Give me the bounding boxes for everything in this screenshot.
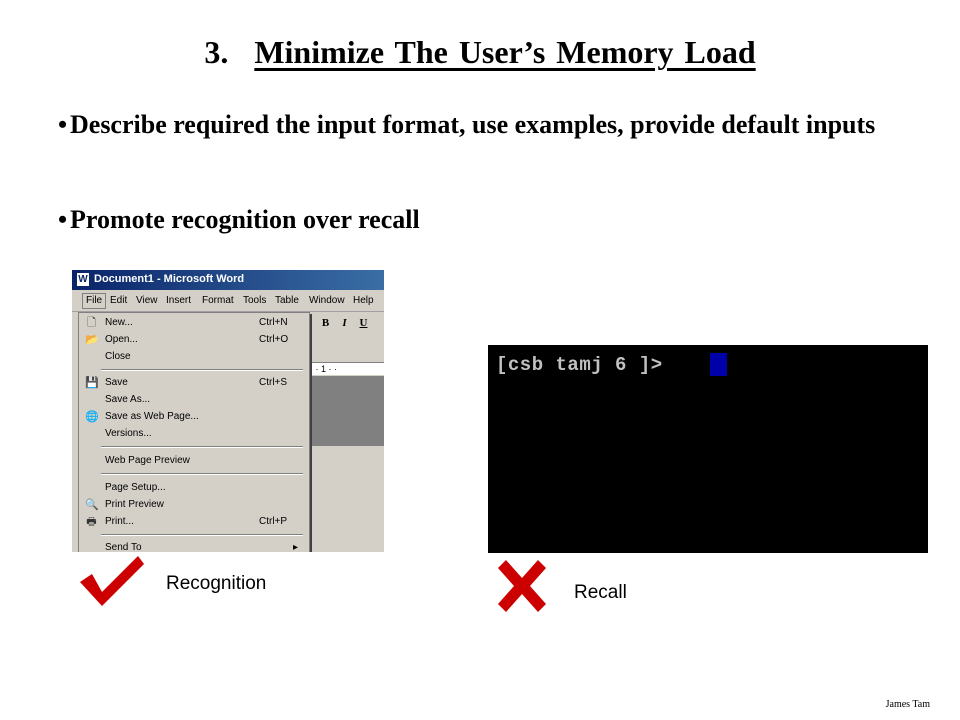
menu-item-label: Web Page Preview <box>105 455 190 466</box>
recognition-caption: Recognition <box>166 573 267 594</box>
title-number: 3. <box>204 34 229 70</box>
file-menu <box>78 312 310 552</box>
menu-tools[interactable]: Tools <box>243 295 267 306</box>
terminal-cursor <box>710 353 727 376</box>
new-document-icon: 🗋 <box>87 317 96 329</box>
word-window-title: Document1 - Microsoft Word <box>94 273 245 285</box>
menu-item-label: Print Preview <box>105 499 164 510</box>
bold-button[interactable]: B <box>321 317 330 329</box>
menu-separator <box>101 534 303 536</box>
bullet-dot: • <box>58 110 68 139</box>
menu-item-label: Save <box>105 377 128 388</box>
menu-item-shortcut: Ctrl+S <box>259 377 288 388</box>
bullet-text: Promote recognition over recall <box>70 205 420 234</box>
word-titlebar[interactable] <box>72 270 384 290</box>
menu-item-shortcut: Ctrl+P <box>259 516 288 527</box>
submenu-arrow-icon: ▸ <box>293 542 299 552</box>
menu-separator <box>101 369 303 371</box>
terminal-prompt: [csb tamj 6 ]> <box>496 354 675 376</box>
word-screenshot <box>72 270 384 552</box>
slide-title <box>0 34 960 71</box>
menu-item-new[interactable] <box>79 315 309 332</box>
word-menubar <box>72 291 384 312</box>
menu-item-save-as[interactable] <box>79 392 309 409</box>
menu-separator <box>101 446 303 448</box>
print-preview-icon: 🔍 <box>85 499 99 511</box>
word-document-area <box>310 312 384 400</box>
cross-icon <box>494 560 550 612</box>
ruler: · · 1 · · <box>310 362 384 375</box>
menu-item-label: Send To <box>105 542 142 552</box>
checkmark-icon <box>76 552 146 608</box>
menu-format[interactable]: Format <box>202 295 234 306</box>
document-page[interactable] <box>310 376 384 446</box>
bullet-input-format <box>58 105 898 144</box>
menu-item-label: Page Setup... <box>105 482 166 493</box>
menu-item-print[interactable] <box>79 514 309 531</box>
menu-item-shortcut: Ctrl+N <box>259 317 288 328</box>
bullet-recognition <box>58 200 898 239</box>
menu-item-versions[interactable] <box>79 426 309 443</box>
menu-insert[interactable]: Insert <box>166 295 192 306</box>
title-text: Minimize The User’s Memory Load <box>254 34 756 70</box>
menu-item-label: Open... <box>105 334 138 345</box>
word-app-icon: W <box>78 274 88 285</box>
menu-window[interactable]: Window <box>309 295 345 306</box>
menu-item-open[interactable] <box>79 332 309 349</box>
italic-button[interactable]: I <box>342 317 347 329</box>
menu-separator <box>101 473 303 475</box>
menu-edit[interactable]: Edit <box>110 295 128 306</box>
footer-author: James Tam <box>885 699 930 710</box>
menu-item-web-page-preview[interactable] <box>79 453 309 470</box>
web-page-icon: 🌐 <box>85 411 99 423</box>
bullet-text: Describe required the input format, use examples, provide default inputs <box>70 110 876 139</box>
menu-view[interactable]: View <box>136 295 158 306</box>
menu-item-label: Save As... <box>105 394 151 405</box>
menu-item-label: Print... <box>105 516 134 527</box>
menu-table[interactable]: Table <box>275 295 299 306</box>
menu-item-print-preview[interactable] <box>79 497 309 514</box>
menu-item-label: New... <box>105 317 133 328</box>
menu-file[interactable]: File <box>82 293 106 309</box>
menu-item-save[interactable] <box>79 375 309 392</box>
recall-caption: Recall <box>574 582 627 603</box>
underline-button[interactable]: U <box>359 317 368 329</box>
menu-item-label: Save as Web Page... <box>105 411 199 422</box>
menu-item-label: Versions... <box>105 428 152 439</box>
printer-icon: 🖶 <box>86 516 97 528</box>
menu-item-label: Close <box>105 351 131 362</box>
menu-item-save-as-web-page[interactable] <box>79 409 309 426</box>
terminal-screenshot <box>488 345 928 553</box>
bullet-dot: • <box>58 205 68 234</box>
menu-item-close[interactable] <box>79 349 309 366</box>
open-folder-icon: 📂 <box>85 334 99 346</box>
menu-help[interactable]: Help <box>353 295 374 306</box>
menu-item-shortcut: Ctrl+O <box>259 334 289 345</box>
save-disk-icon: 💾 <box>85 377 99 389</box>
menu-item-send-to[interactable] <box>79 540 309 552</box>
menu-item-page-setup[interactable] <box>79 480 309 497</box>
